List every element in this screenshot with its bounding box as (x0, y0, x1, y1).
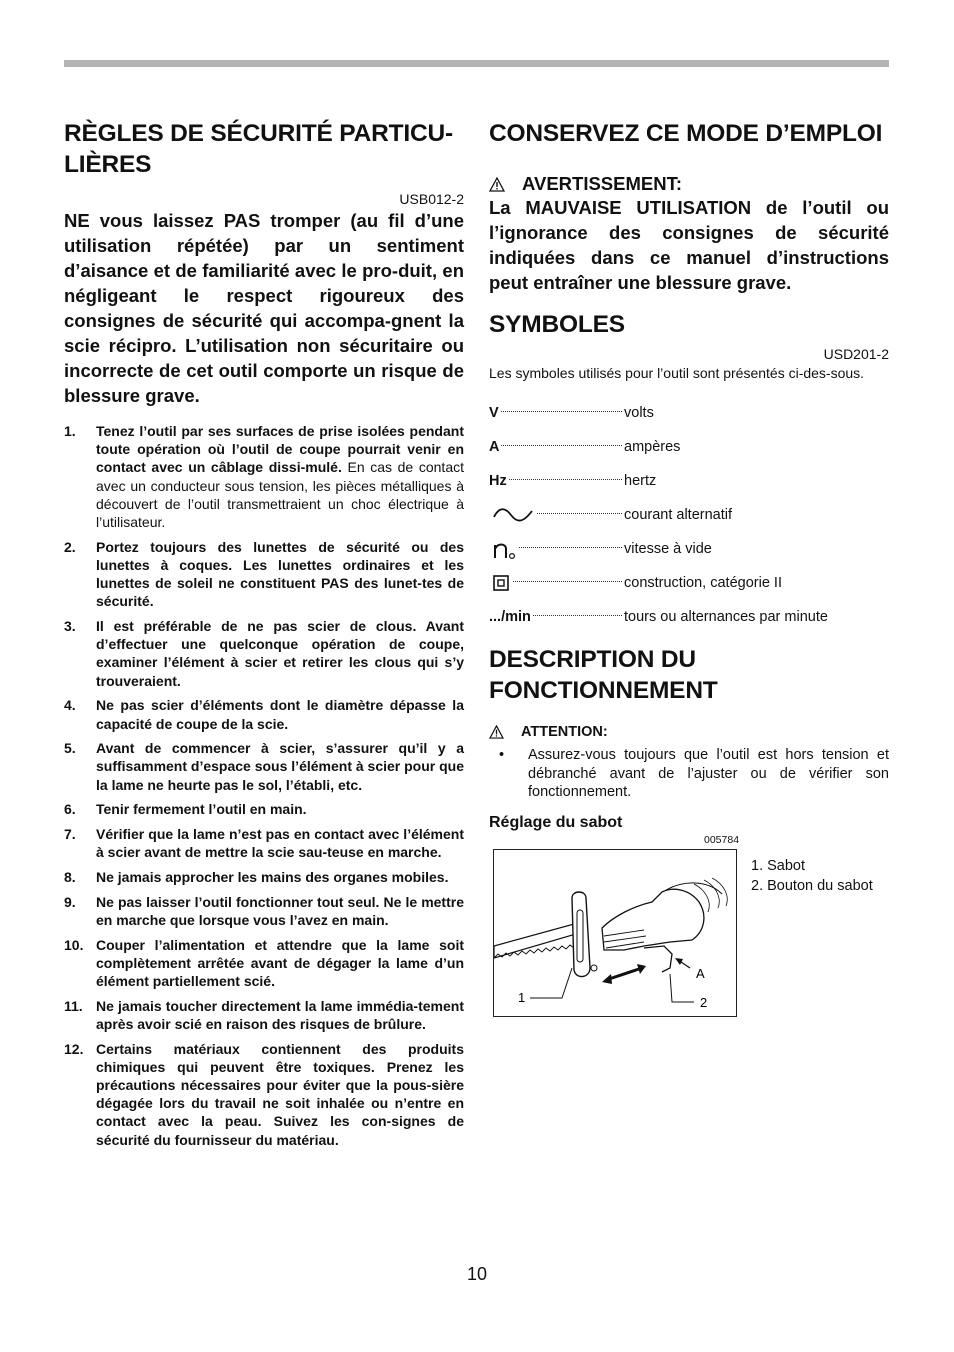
keep-manual-title: CONSERVEZ CE MODE D’EMPLOI (489, 120, 883, 147)
symbol-meaning: ampères (624, 439, 681, 455)
figure-label-2: 2 (700, 994, 708, 1010)
rule-bold-text: Ne jamais toucher directement la lame immédia-tement après avoir scié en raison des risques de brûlure. (96, 997, 464, 1032)
shoe-adjust-title: Réglage du sabot (489, 813, 623, 831)
symbol-key (489, 439, 624, 455)
safety-rules-title: RÈGLES DE SÉCURITÉ PARTICU-LIÈRES (64, 120, 453, 178)
symbol-letter: Hz (489, 473, 507, 489)
safety-rule-item (64, 893, 464, 929)
symbol-letter: V (489, 405, 499, 421)
section-code: USB012-2 (399, 191, 464, 207)
safety-rule-item (64, 936, 464, 991)
symbols-code: USD201-2 (823, 346, 889, 362)
rule-bold-text: Ne jamais approcher les mains des organes mobiles. (96, 868, 449, 885)
safety-rule-item (64, 800, 464, 818)
symbol-meaning: volts (624, 405, 654, 421)
safety-rule-item (64, 1040, 464, 1149)
dot-leader (501, 444, 622, 446)
rule-number: 2. (64, 538, 76, 555)
description-title: DESCRIPTION DU FONCTIONNEMENT (489, 646, 718, 704)
rule-bold-text: Il est préférable de ne pas scier de clous. Avant d’effectuer une quelconque opération de coupe, examiner l’élément à scier et retirer les clous qui s’y trouveraient. (96, 618, 464, 689)
symbols-list (489, 396, 889, 634)
right-column (489, 118, 889, 1032)
symbol-row (489, 396, 889, 430)
symbol-row (489, 600, 889, 634)
safety-rule-item (64, 696, 464, 732)
safety-rule-item (64, 422, 464, 531)
rule-number: 10. (64, 936, 84, 953)
rule-text (96, 893, 464, 929)
rule-number: 3. (64, 618, 76, 635)
rule-bold-text: Ne pas laisser l’outil fonctionner tout seul. Ne le mettre en marche que lorsque vous l’avez en main. (96, 893, 464, 928)
rule-bold-text: Tenez l’outil par ses surfaces de prise isolées pendant toute opération où l’outil de coupe pourrait venir en contact avec un câblage dissi-mulé. (96, 423, 464, 476)
symbol-key (489, 405, 624, 421)
page-number: 10 (466, 1264, 488, 1284)
symbol-key (489, 609, 624, 625)
symbol-meaning: courant alternatif (624, 507, 733, 523)
symbols-intro: Les symboles utilisés pour l’outil sont présentés ci-des-sous. (489, 365, 865, 381)
symbol-key (489, 574, 624, 592)
rule-text (96, 868, 464, 886)
rule-bold-text: Tenir fermement l’outil en main. (96, 801, 307, 818)
legend-item-2: 2. Bouton du sabot (751, 877, 873, 894)
saw-illustration (494, 850, 735, 1015)
warning-heading (489, 173, 889, 195)
attention-bullet (489, 746, 889, 802)
rule-normal-text: En cas de contact avec un conducteur sous tension, les pièces métalliques à découvert de l’outil transmettraient un choc électrique à l’utilisateur. (96, 459, 464, 531)
rule-number: 11. (64, 997, 83, 1014)
bullet-dot: • (499, 747, 505, 763)
symbol-meaning: tours ou alternances par minute (624, 609, 828, 625)
symbol-row (489, 566, 889, 600)
rule-number: 8. (64, 868, 76, 885)
safety-rule-item (64, 868, 464, 886)
warning-triangle-icon (489, 725, 504, 739)
alternating-current-icon (491, 507, 535, 523)
rule-number: 4. (64, 697, 76, 714)
dot-leader (533, 614, 622, 616)
rule-bold-text: Certains matériaux contiennent des produits chimiques qui peuvent être toxiques. Prenez les précautions nécessaires pour éviter que la pous-sière dégagée lors du travail ne soit inhalée ou n’entre en contact avec la peau. Suivez les con-signes de sécurité du fournisseur du matériau. (96, 1040, 464, 1148)
rule-text (96, 696, 464, 732)
rule-number: 1. (64, 423, 76, 439)
rule-text (96, 422, 464, 531)
no-load-speed-icon (491, 538, 517, 560)
rule-text (96, 936, 464, 991)
rule-text (96, 997, 464, 1033)
rule-text (96, 825, 464, 861)
left-column (64, 118, 464, 1155)
symbol-row (489, 498, 889, 532)
safety-rule-item (64, 617, 464, 690)
rule-number: 6. (64, 801, 76, 818)
symbol-meaning: hertz (624, 473, 657, 489)
dot-leader (537, 512, 622, 514)
rule-text (96, 1040, 464, 1149)
rule-text (96, 617, 464, 690)
symbol-key (489, 507, 624, 523)
warning-label: AVERTISSEMENT: (522, 173, 683, 194)
rule-text (96, 739, 464, 794)
safety-rule-item (64, 997, 464, 1033)
rule-bold-text: Ne pas scier d’éléments dont le diamètre dépasse la capacité de coupe de la scie. (96, 697, 464, 732)
legend-item-1: 1. Sabot (751, 857, 806, 874)
symbol-meaning: construction, catégorie II (624, 575, 782, 591)
rule-number: 5. (64, 740, 76, 757)
safety-lead-paragraph: NE vous laissez PAS tromper (au fil d’une utilisation répétée) par un sentiment d’aisance et de familiarité avec le pro-duit, en négligeant le respect rigoureux des consignes de sécurité qui accompa-gnent la scie récipro. L’utilisation non sécuritaire ou incorrecte de cet outil comporte un risque de blessure grave. (64, 210, 464, 406)
dot-leader (501, 410, 622, 412)
symbol-meaning: vitesse à vide (624, 541, 712, 557)
safety-rule-item (64, 538, 464, 611)
rule-text (96, 538, 464, 611)
rule-number: 12. (64, 1040, 84, 1057)
symbol-row (489, 532, 889, 566)
rule-bold-text: Portez toujours des lunettes de sécurité ou des lunettes à coques. Les lunettes ordinaires et les lunettes de soleil ne constituent PAS des lunet-tes de sécurité. (96, 538, 464, 610)
symbol-row (489, 430, 889, 464)
figure-area (489, 832, 889, 1032)
rule-number: 7. (64, 826, 76, 843)
safety-rule-item (64, 825, 464, 861)
safety-rule-item (64, 739, 464, 794)
symbols-title: SYMBOLES (489, 311, 625, 338)
rule-text (96, 800, 464, 818)
warning-text: La MAUVAISE UTILISATION de l’outil ou l’ignorance des consignes de sécurité indiquées dans ce manuel d’instructions peut entraîner une blessure grave. (489, 197, 889, 293)
rule-bold-text: Vérifier que la lame n’est pas en contact avec l’élément à scier avant de mettre la scie sau-teuse en marche. (96, 826, 464, 861)
symbol-letter: A (489, 439, 500, 455)
figure-code: 005784 (704, 833, 740, 846)
dot-leader (513, 580, 622, 582)
symbol-row (489, 464, 889, 498)
symbol-key (489, 538, 624, 560)
safety-rules-list (64, 422, 464, 1149)
attention-text: Assurez-vous toujours que l’outil est hors tension et débranché avant de l’ajuster ou de vérifier son fonctionnement. (528, 747, 889, 800)
rule-number: 9. (64, 893, 76, 910)
header-rule (64, 60, 889, 67)
warning-triangle-icon (489, 177, 505, 192)
symbol-key (489, 473, 624, 489)
attention-heading (489, 724, 889, 740)
rule-bold-text: Couper l’alimentation et attendre que la lame soit complètement arrêtée avant de dégager la lame d’un élément partiellement scié. (96, 936, 464, 989)
dot-leader (519, 546, 622, 548)
figure-label-a: A (696, 965, 705, 981)
attention-label: ATTENTION: (521, 724, 608, 740)
symbol-letter: .../min (489, 609, 531, 625)
shoe-adjustment-figure (493, 849, 737, 1017)
figure-label-1: 1 (518, 989, 526, 1005)
rule-bold-text: Avant de commencer à scier, s’assurer qu’il y a suffisamment d’espace sous l’élément à scier pour que la lame ne heurte pas le sol, l’établi, etc. (96, 740, 465, 793)
dot-leader (509, 478, 622, 480)
figure-legend (751, 856, 873, 896)
class-ii-icon (491, 574, 511, 592)
